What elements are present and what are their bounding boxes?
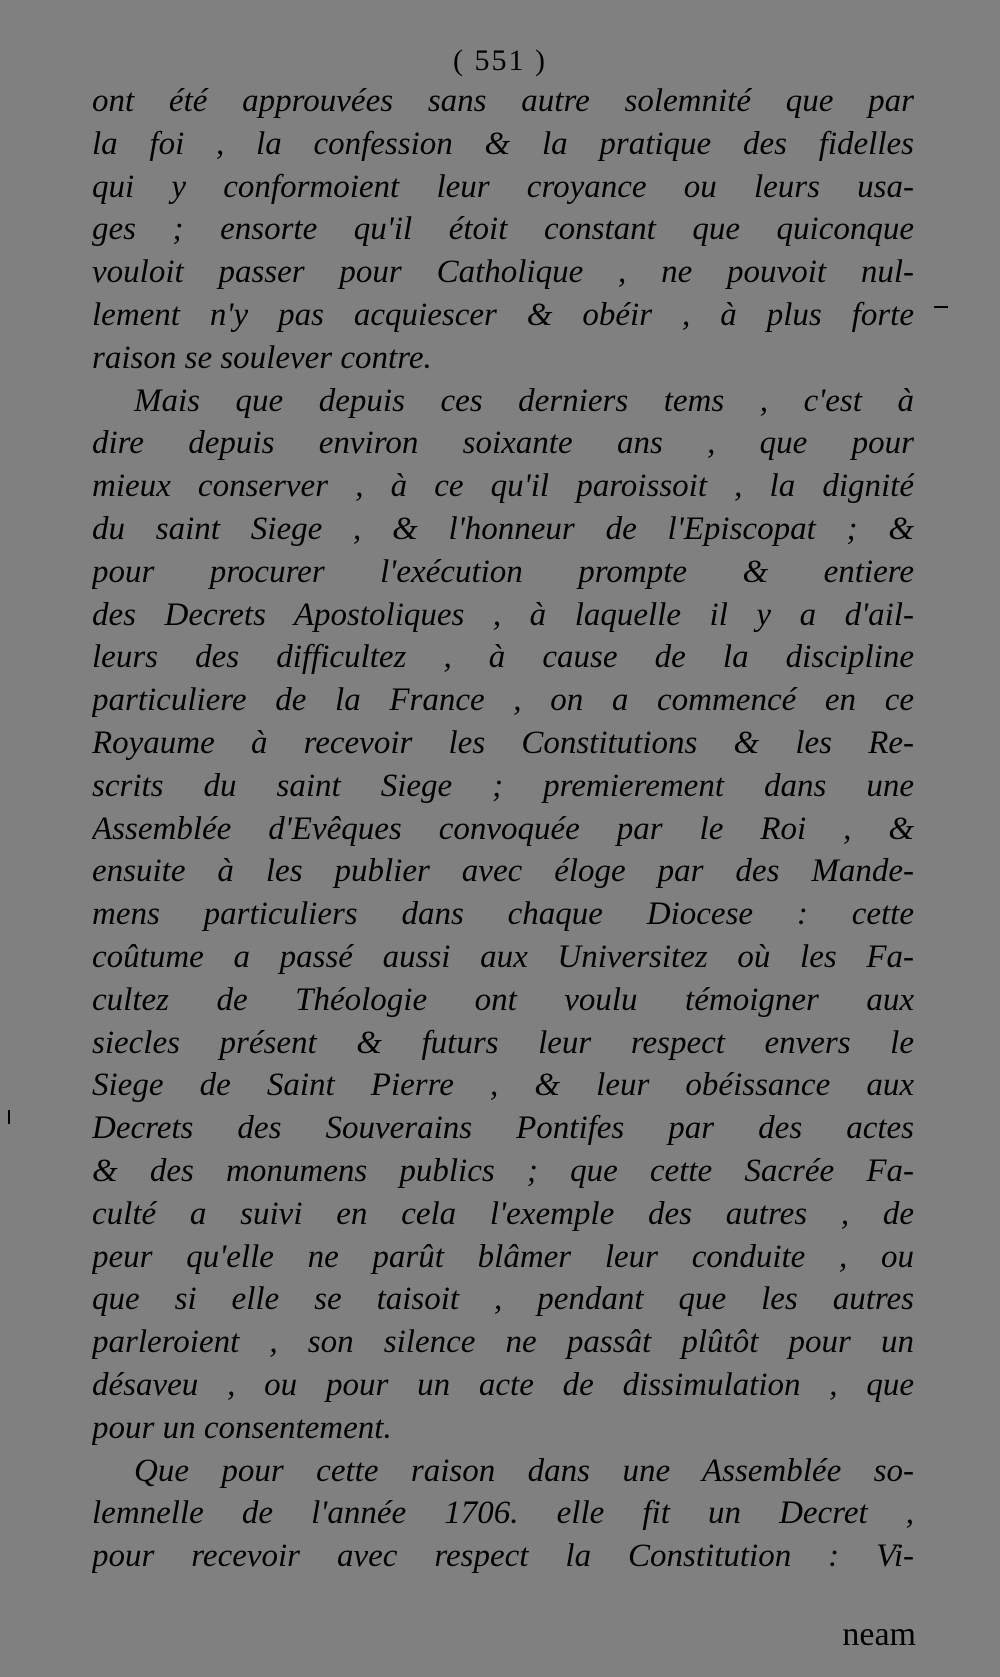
- text-line: Assemblée d'Evêques convoquée par le Roi , &: [92, 810, 914, 847]
- text-line: particuliere de la France , on a commencé en ce: [92, 682, 914, 719]
- text-line: ensuite à les publier avec éloge par des Mande-: [92, 853, 914, 890]
- text-line: scrits du saint Siege ; premierement dans une: [92, 767, 914, 804]
- text-line: cultez de Théologie ont voulu témoigner aux: [92, 981, 914, 1018]
- text-line: dire depuis environ soixante ans , que pour: [92, 425, 914, 462]
- text-line: siecles présent & futurs leur respect envers le: [92, 1024, 914, 1061]
- text-line: coûtume a passé aussi aux Universitez où les Fa-: [92, 938, 914, 975]
- paragraph-start: Que pour cette raison dans une Assemblée so-: [134, 1452, 914, 1489]
- margin-mark-left: [8, 1110, 10, 1124]
- text-line: Royaume à recevoir les Constitutions & les Re-: [92, 724, 914, 761]
- text-line: leurs des difficultez , à cause de la discipline: [92, 639, 914, 676]
- text-line: parleroient , son silence ne passât plûtôt pour un: [92, 1324, 914, 1361]
- paragraph-start: Mais que depuis ces derniers tems , c'est à: [134, 382, 914, 419]
- text-line: pour procurer l'exécution prompte & entiere: [92, 553, 914, 590]
- text-line: Decrets des Souverains Pontifes par des actes: [92, 1110, 914, 1147]
- text-line: lemnelle de l'année 1706. elle fit un Decret ,: [92, 1495, 914, 1532]
- text-line: pour recevoir avec respect la Constitution : Vi-: [92, 1538, 914, 1575]
- text-line: peur qu'elle ne parût blâmer leur conduite , ou: [92, 1238, 914, 1275]
- body-text: [92, 80, 914, 1578]
- text-line: ges ; ensorte qu'il étoit constant que quiconque: [92, 211, 914, 248]
- text-line: vouloit passer pour Catholique , ne pouvoit nul-: [92, 254, 914, 291]
- text-line: ont été approuvées sans autre solemnité que par: [92, 83, 914, 119]
- text-line: culté a suivi en cela l'exemple des autres , de: [92, 1195, 914, 1232]
- text-line: Siege de Saint Pierre , & leur obéissance aux: [92, 1067, 914, 1104]
- text-line: raison se soulever contre.: [92, 339, 432, 376]
- text-line: pour un consentement.: [92, 1409, 392, 1446]
- text-line: lement n'y pas acquiescer & obéir , à plus forte: [92, 296, 914, 333]
- text-line: qui y conformoient leur croyance ou leurs usa-: [92, 168, 914, 205]
- text-line: la foi , la confession & la pratique des fidelles: [92, 125, 914, 162]
- page-number: ( 551 ): [453, 44, 547, 77]
- text-line: désaveu , ou pour un acte de dissimulation , que: [92, 1366, 914, 1403]
- text-line: du saint Siege , & l'honneur de l'Episcopat ; &: [92, 510, 914, 547]
- text-line: mens particuliers dans chaque Diocese : cette: [92, 896, 914, 933]
- text-line: mieux conserver , à ce qu'il paroissoit , la dignité: [92, 468, 914, 505]
- margin-mark: [934, 306, 948, 308]
- text-line: que si elle se taisoit , pendant que les autres: [92, 1281, 914, 1318]
- text-line: & des monumens publics ; que cette Sacrée Fa-: [92, 1152, 914, 1189]
- text-line: des Decrets Apostoliques , à laquelle il y a d'ail-: [92, 596, 914, 633]
- catchword: neam: [842, 1616, 916, 1653]
